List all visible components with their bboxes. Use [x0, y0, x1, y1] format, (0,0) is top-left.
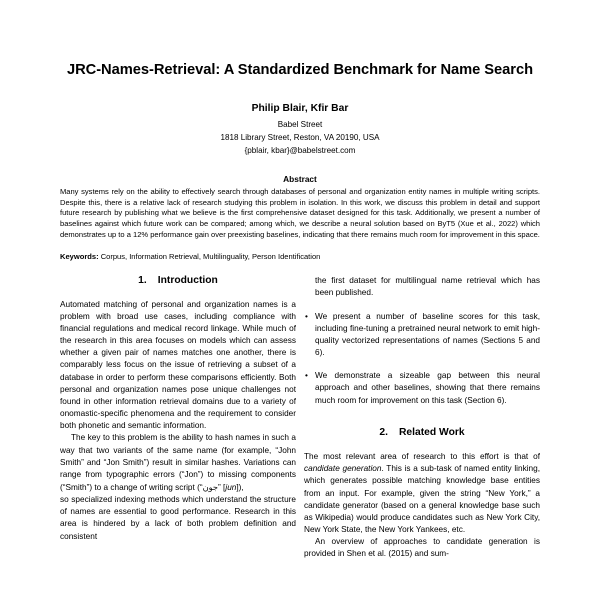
transliteration-jun: jun: [225, 482, 237, 492]
intro-p2-text-a: The key to this problem is the ability to hash names in such a way that two variants of the same name (for example, “John Smith” and “Jon Smith”) result in similar hashes. Variations can range from typographic errors (“Jon”) to missing components (“Smith”) to a change of writing script (“: [60, 433, 296, 492]
related-work-paragraph-1: [304, 451, 540, 536]
arabic-name-jun: جون: [202, 481, 219, 492]
author-list: Philip Blair, Kfir Bar: [251, 102, 349, 114]
contact-emails: {pblair, kbar}@babelstreet.com: [244, 145, 356, 155]
related-work-paragraph-2: An overview of approaches to candidate generation is provided in Shen et al. (2015) and sum-: [304, 537, 540, 559]
contributions-list: [304, 275, 540, 406]
keywords-line: [60, 252, 540, 263]
column-right: [304, 275, 540, 595]
list-item: • We present a number of baseline scores for this task, including fine-tuning a pretrained neural network to emit high-quality vectorized representations of names (Sections 5 and 6).: [304, 311, 540, 360]
intro-p2-text-c: ]),: [236, 482, 244, 492]
column-left: [60, 275, 296, 595]
page-title: JRC-Names-Retrieval: A Standardized Benchmark for Name Search: [66, 62, 534, 78]
section-heading-related-work: [304, 427, 540, 439]
section-title: Introduction: [157, 275, 218, 287]
section-number: 2.: [379, 426, 388, 438]
keywords-values: Corpus, Information Retrieval, Multilinguality, Person Identification: [98, 251, 321, 261]
rw-p1-text-b: . This is a sub-task of named entity linking, which generates possible matching knowledge base entities from an input. For example, given the string “New York,” a candidate generator (based on a general knowledge base such as Wikipedia) would produce candidates such as New York City, New York State, the New York Yankees, etc.: [304, 464, 540, 534]
section-title: Related Work: [398, 426, 465, 438]
abstract-heading: Abstract: [283, 173, 317, 184]
abstract-body: Many systems rely on the ability to effectively search through databases of personal and organization entity names in multiple writing scripts. Despite this, there is a relative lack of research studying this problem in isolation. In this work, we discuss this problem in detail and support future research by publishing what we believe is the first comprehensive dataset designed for this task. Additionally, we present a number of baselines against which future work can be compared; among which, we describe a neural solution based on ByT5 (Xue et al., 2022) which demonstrates up to a 12% performance gain over preexisting baselines, indicating that there remains much room for improvement in this space.: [60, 186, 540, 239]
list-item: • We demonstrate a sizeable gap between this neural approach and other baselines, showing that there remains much room for improvement on this task (Section 6).: [304, 370, 540, 406]
body-columns: [60, 275, 540, 595]
section-number: 1.: [138, 275, 147, 287]
intro-paragraph-3: so specialized indexing methods which understand the structure of names are essential to good performance. Research in this area is hindered by a lack of both problem definition and consistent: [60, 495, 296, 541]
organization-name: Babel Street: [277, 119, 323, 129]
keywords-label: Keywords:: [60, 251, 99, 261]
postal-address: 1818 Library Street, Reston, VA 20190, USA: [220, 132, 380, 142]
intro-paragraph-2: [60, 432, 296, 494]
list-item: the first dataset for multilingual name retrieval which has been published.: [315, 276, 540, 298]
section-heading-introduction: [60, 275, 296, 287]
intro-p2-text-b: ” [: [218, 482, 226, 492]
intro-paragraph-1: Automated matching of personal and organization names is a problem with broad use cases, including compliance with financial regulations and medical record linkage. While much of the research in this area focuses on models which can assess whether a given pair of names matches one another, there is comparably less focus on the issue of retrieving a subset of a database in order to perform these comparisons efficiently. Both personal and organization names pose unique challenges not found in other information retrieval domains due to a variety of onomastic-specific phenomena and the requirement to consider both phonetic and semantic information.: [60, 299, 296, 431]
affiliation-block: [60, 118, 540, 157]
rw-p1-text-a: The most relevant area of research to this effort is that of: [304, 452, 540, 462]
term-candidate-generation: candidate generation: [304, 464, 382, 474]
